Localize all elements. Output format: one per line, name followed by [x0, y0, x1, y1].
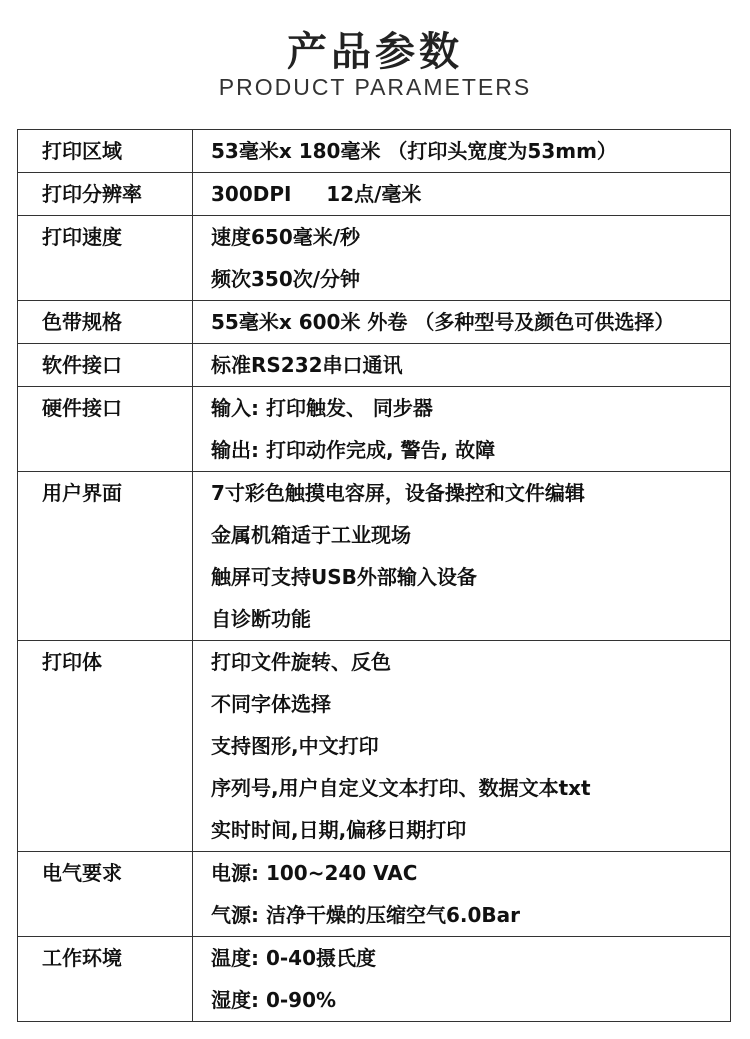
row-values	[193, 130, 731, 173]
row-value: 输出: 打印动作完成, 警告, 故障	[211, 438, 496, 462]
row-label: 打印体	[18, 641, 193, 852]
table-row	[18, 641, 731, 852]
row-label: 打印分辨率	[18, 173, 193, 216]
row-value: 序列号,用户自定义文本打印、数据文本txt	[211, 776, 591, 800]
row-values	[193, 344, 731, 387]
row-value: 自诊断功能	[211, 607, 311, 631]
table-row	[18, 937, 731, 1022]
table-row	[18, 852, 731, 937]
row-value: 53毫米x 180毫米 （打印头宽度为53mm）	[211, 139, 617, 163]
row-value: 标准RS232串口通讯	[211, 353, 403, 377]
table-row	[18, 472, 731, 641]
table-row	[18, 301, 731, 344]
row-values	[193, 641, 731, 852]
table-row	[18, 173, 731, 216]
row-value: 支持图形,中文打印	[211, 734, 379, 758]
row-value: 7寸彩色触摸电容屏，设备操控和文件编辑	[211, 481, 585, 505]
row-value: 气源: 洁净干燥的压缩空气6.0Bar	[211, 903, 520, 927]
row-label: 打印速度	[18, 216, 193, 301]
row-label: 打印区域	[18, 130, 193, 173]
table-row	[18, 387, 731, 472]
page-title: 产品参数	[287, 29, 463, 75]
table-row	[18, 344, 731, 387]
parameters-table	[17, 129, 731, 1022]
row-value: 打印文件旋转、反色	[211, 650, 391, 674]
row-values	[193, 301, 731, 344]
row-values	[193, 937, 731, 1022]
table-row	[18, 216, 731, 301]
page-subtitle: PRODUCT PARAMETERS	[218, 74, 532, 100]
row-value: 湿度: 0-90%	[211, 988, 337, 1012]
row-value: 55毫米x 600米 外卷 （多种型号及颜色可供选择）	[211, 310, 675, 334]
row-label: 色带规格	[18, 301, 193, 344]
row-label: 用户界面	[18, 472, 193, 641]
row-label: 硬件接口	[18, 387, 193, 472]
row-value: 速度650毫米/秒	[211, 225, 361, 249]
row-values	[193, 387, 731, 472]
row-values	[193, 852, 731, 937]
row-label: 电气要求	[18, 852, 193, 937]
row-value: 温度: 0-40摄氏度	[211, 946, 377, 970]
row-value: 300DPI 12点/毫米	[211, 182, 422, 206]
row-values	[193, 216, 731, 301]
table-row	[18, 130, 731, 173]
row-value: 金属机箱适于工业现场	[211, 523, 411, 547]
row-value: 触屏可支持USB外部输入设备	[211, 565, 477, 589]
row-value: 实时时间,日期,偏移日期打印	[211, 818, 467, 842]
row-value: 不同字体选择	[211, 692, 331, 716]
row-value: 电源: 100~240 VAC	[211, 861, 418, 885]
row-value: 输入: 打印触发、 同步器	[211, 396, 433, 420]
row-values	[193, 472, 731, 641]
row-label: 软件接口	[18, 344, 193, 387]
row-value: 频次350次/分钟	[211, 267, 361, 291]
row-values	[193, 173, 731, 216]
row-label: 工作环境	[18, 937, 193, 1022]
